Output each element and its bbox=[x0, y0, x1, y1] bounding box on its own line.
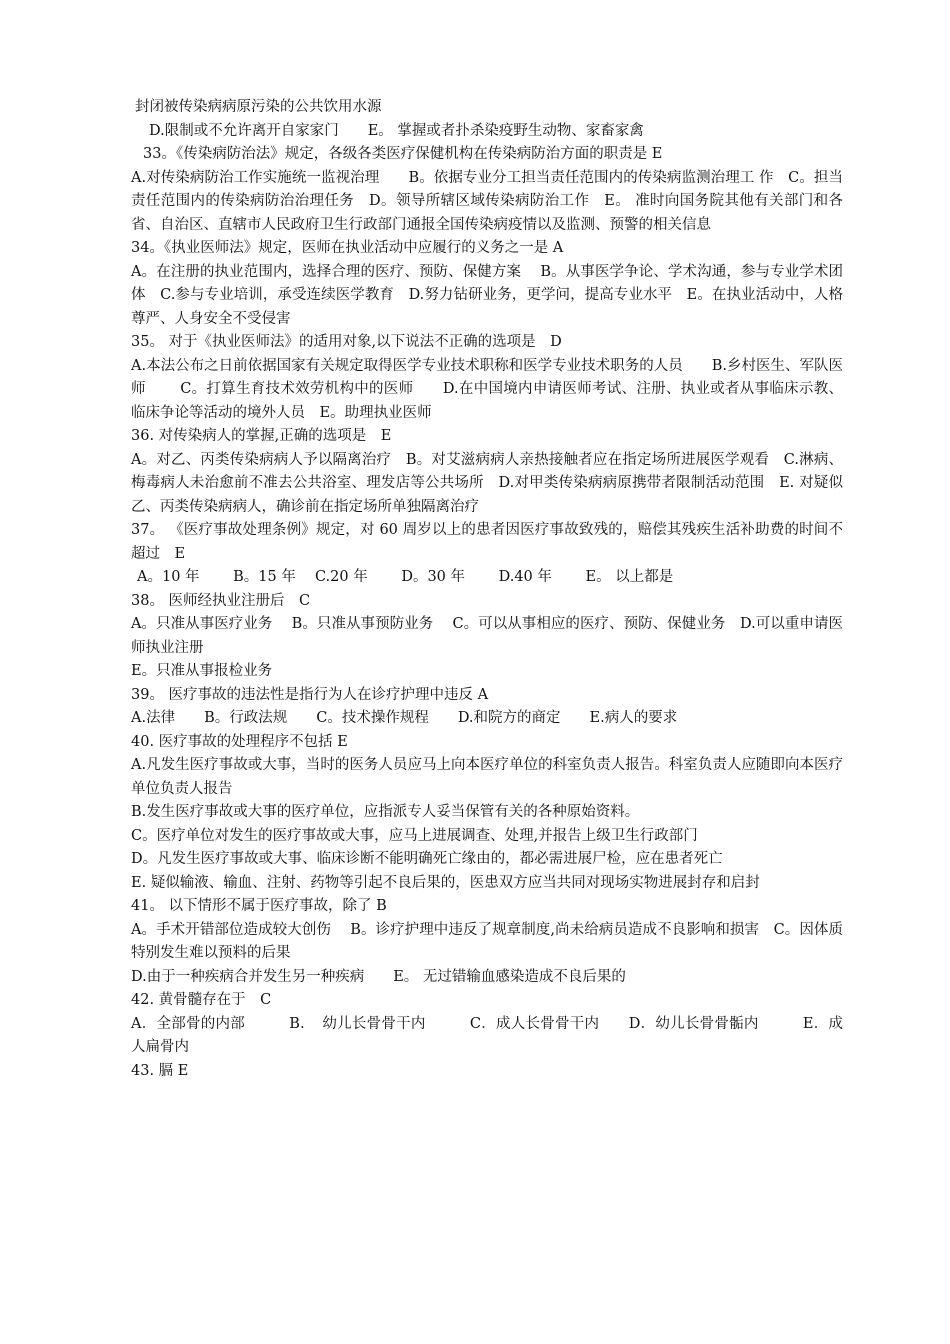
document-page bbox=[131, 96, 843, 1083]
question-40-option-c: C。医疗单位对发生的医疗事故或大事，应马上进展调查、处理,并报告上级卫生行政部门 bbox=[131, 827, 698, 844]
question-40-option-e: E. 疑似输液、输血、注射、药物等引起不良后果的，医患双方应当共同对现场实物进展封存和启封 bbox=[131, 874, 760, 891]
question-37-options: A。10 年 B。15 年 C.20 年 D。30 年 D.40 年 E。 以上都是 bbox=[137, 569, 674, 585]
question-35: 35。 对于《执业医师法》的适用对象,以下说法不正确的选项是 D bbox=[131, 334, 562, 350]
question-36: 36. 对传染病人的掌握,正确的选项是 E bbox=[131, 428, 392, 444]
question-33: 33。《传染病防治法》规定，各级各类医疗保健机构在传染病防治方面的职责是 E bbox=[143, 146, 663, 162]
question-40-option-d: D。凡发生医疗事故或大事、临床诊断不能明确死亡缘由的，都必需进展尸检，应在患者死亡 bbox=[131, 851, 723, 867]
question-40-option-a: A.凡发生医疗事故或大事，当时的医务人员应马上向本医疗单位的科室负责人报告。科室负责人应随即向本医疗单位负责人报告 bbox=[131, 757, 843, 797]
question-34-options: A。在注册的执业范围内，选择合理的医疗、预防、保健方案 B。从事医学争论、学术沟通，参与专业学术团体 C.参与专业培训，承受连续医学教育 D.努力钻研业务，更学问，提高专业水平 E。在执业活动中，人格尊严、人身安全不受侵害 bbox=[131, 263, 843, 327]
text-line: D.限制或不允许离开自家家门 E。 掌握或者扑杀染疫野生动物、家畜家禽 bbox=[149, 122, 644, 139]
question-36-options: A。对乙、丙类传染病病人予以隔离治疗 B。对艾滋病病人亲热接触者应在指定场所进展医学观看 C.淋病、梅毒病人未治愈前不准去公共浴室、理发店等公共场所 D.对甲类传染病病原携带者限制活动范围 E. 对疑似乙、丙类传染病病人，确诊前在指定场所单独隔离治疗 bbox=[131, 451, 843, 515]
question-40-option-b: B.发生医疗事故或大事的医疗单位，应指派专人妥当保管有关的各种原始资料。 bbox=[131, 804, 640, 820]
question-38-options: A。只准从事医疗业务 B。只准从事预防业务 C。可以从事相应的医疗、预防、保健业务 D.可以重申请医师执业注册 bbox=[131, 616, 843, 656]
question-33-options: A.对传染病防治工作实施统一监视治理 B。依据专业分工担当责任范围内的传染病监测治理工 作 C。担当责任范围内的传染病防治治理任务 D。领导所辖区域传染病防治工作 E。 准时向国务院其他有关部门和各省、自治区、直辖市人民政府卫生行政部门通报全国传染病疫情以及监测、预警的相关信息 bbox=[131, 169, 843, 233]
question-41: 41。 以下情形不属于医疗事故，除了 B bbox=[131, 898, 387, 914]
question-41-options-abc: A。手术开错部位造成较大创伤 B。诊疗护理中违反了规章制度,尚未给病员造成不良影响和损害 C。因体质特别发生难以预料的后果 bbox=[131, 921, 843, 961]
text-line: 封闭被传染病病原污染的公共饮用水源 bbox=[135, 99, 382, 115]
question-40: 40. 医疗事故的处理程序不包括 E bbox=[131, 733, 348, 750]
question-39: 39。 医疗事故的违法性是指行为人在诊疗护理中违反 A bbox=[131, 686, 489, 703]
question-39-options: A.法律 B。行政法规 C。技术操作规程 D.和院方的商定 E.病人的要求 bbox=[131, 710, 678, 726]
question-38-option-e: E。只准从事报检业务 bbox=[131, 663, 273, 679]
question-42: 42. 黄骨髓存在于 C bbox=[131, 992, 272, 1008]
question-37: 37。 《医疗事故处理条例》规定，对 60 周岁以上的患者因医疗事故致残的，赔偿其残疾生活补助费的时间不超过 E bbox=[131, 522, 843, 562]
question-38: 38。 医师经执业注册后 C bbox=[131, 592, 311, 609]
question-34: 34。《执业医师法》规定，医师在执业活动中应履行的义务之一是 A bbox=[131, 240, 564, 256]
question-41-options-de: D.由于一种疾病合并发生另一种疾病 E。 无过错输血感染造成不良后果的 bbox=[131, 968, 626, 985]
question-35-options: A.本法公布之日前依据国家有关规定取得医学专业技术职称和医学专业技术职务的人员 B.乡村医生、军队医师 C。打算生育技术效劳机构中的医师 D.在中国境内申请医师考试、注册、执业或者从事临床示教、临床争论等活动的境外人员 E。助理执业医师 bbox=[131, 357, 843, 421]
question-42-options: A．全部骨的内部 B． 幼儿长骨骨干内 C．成人长骨骨干内 D．幼儿长骨骨骺内 E．成人扁骨内 bbox=[131, 1015, 843, 1055]
question-43: 43. 膈 E bbox=[131, 1062, 189, 1079]
